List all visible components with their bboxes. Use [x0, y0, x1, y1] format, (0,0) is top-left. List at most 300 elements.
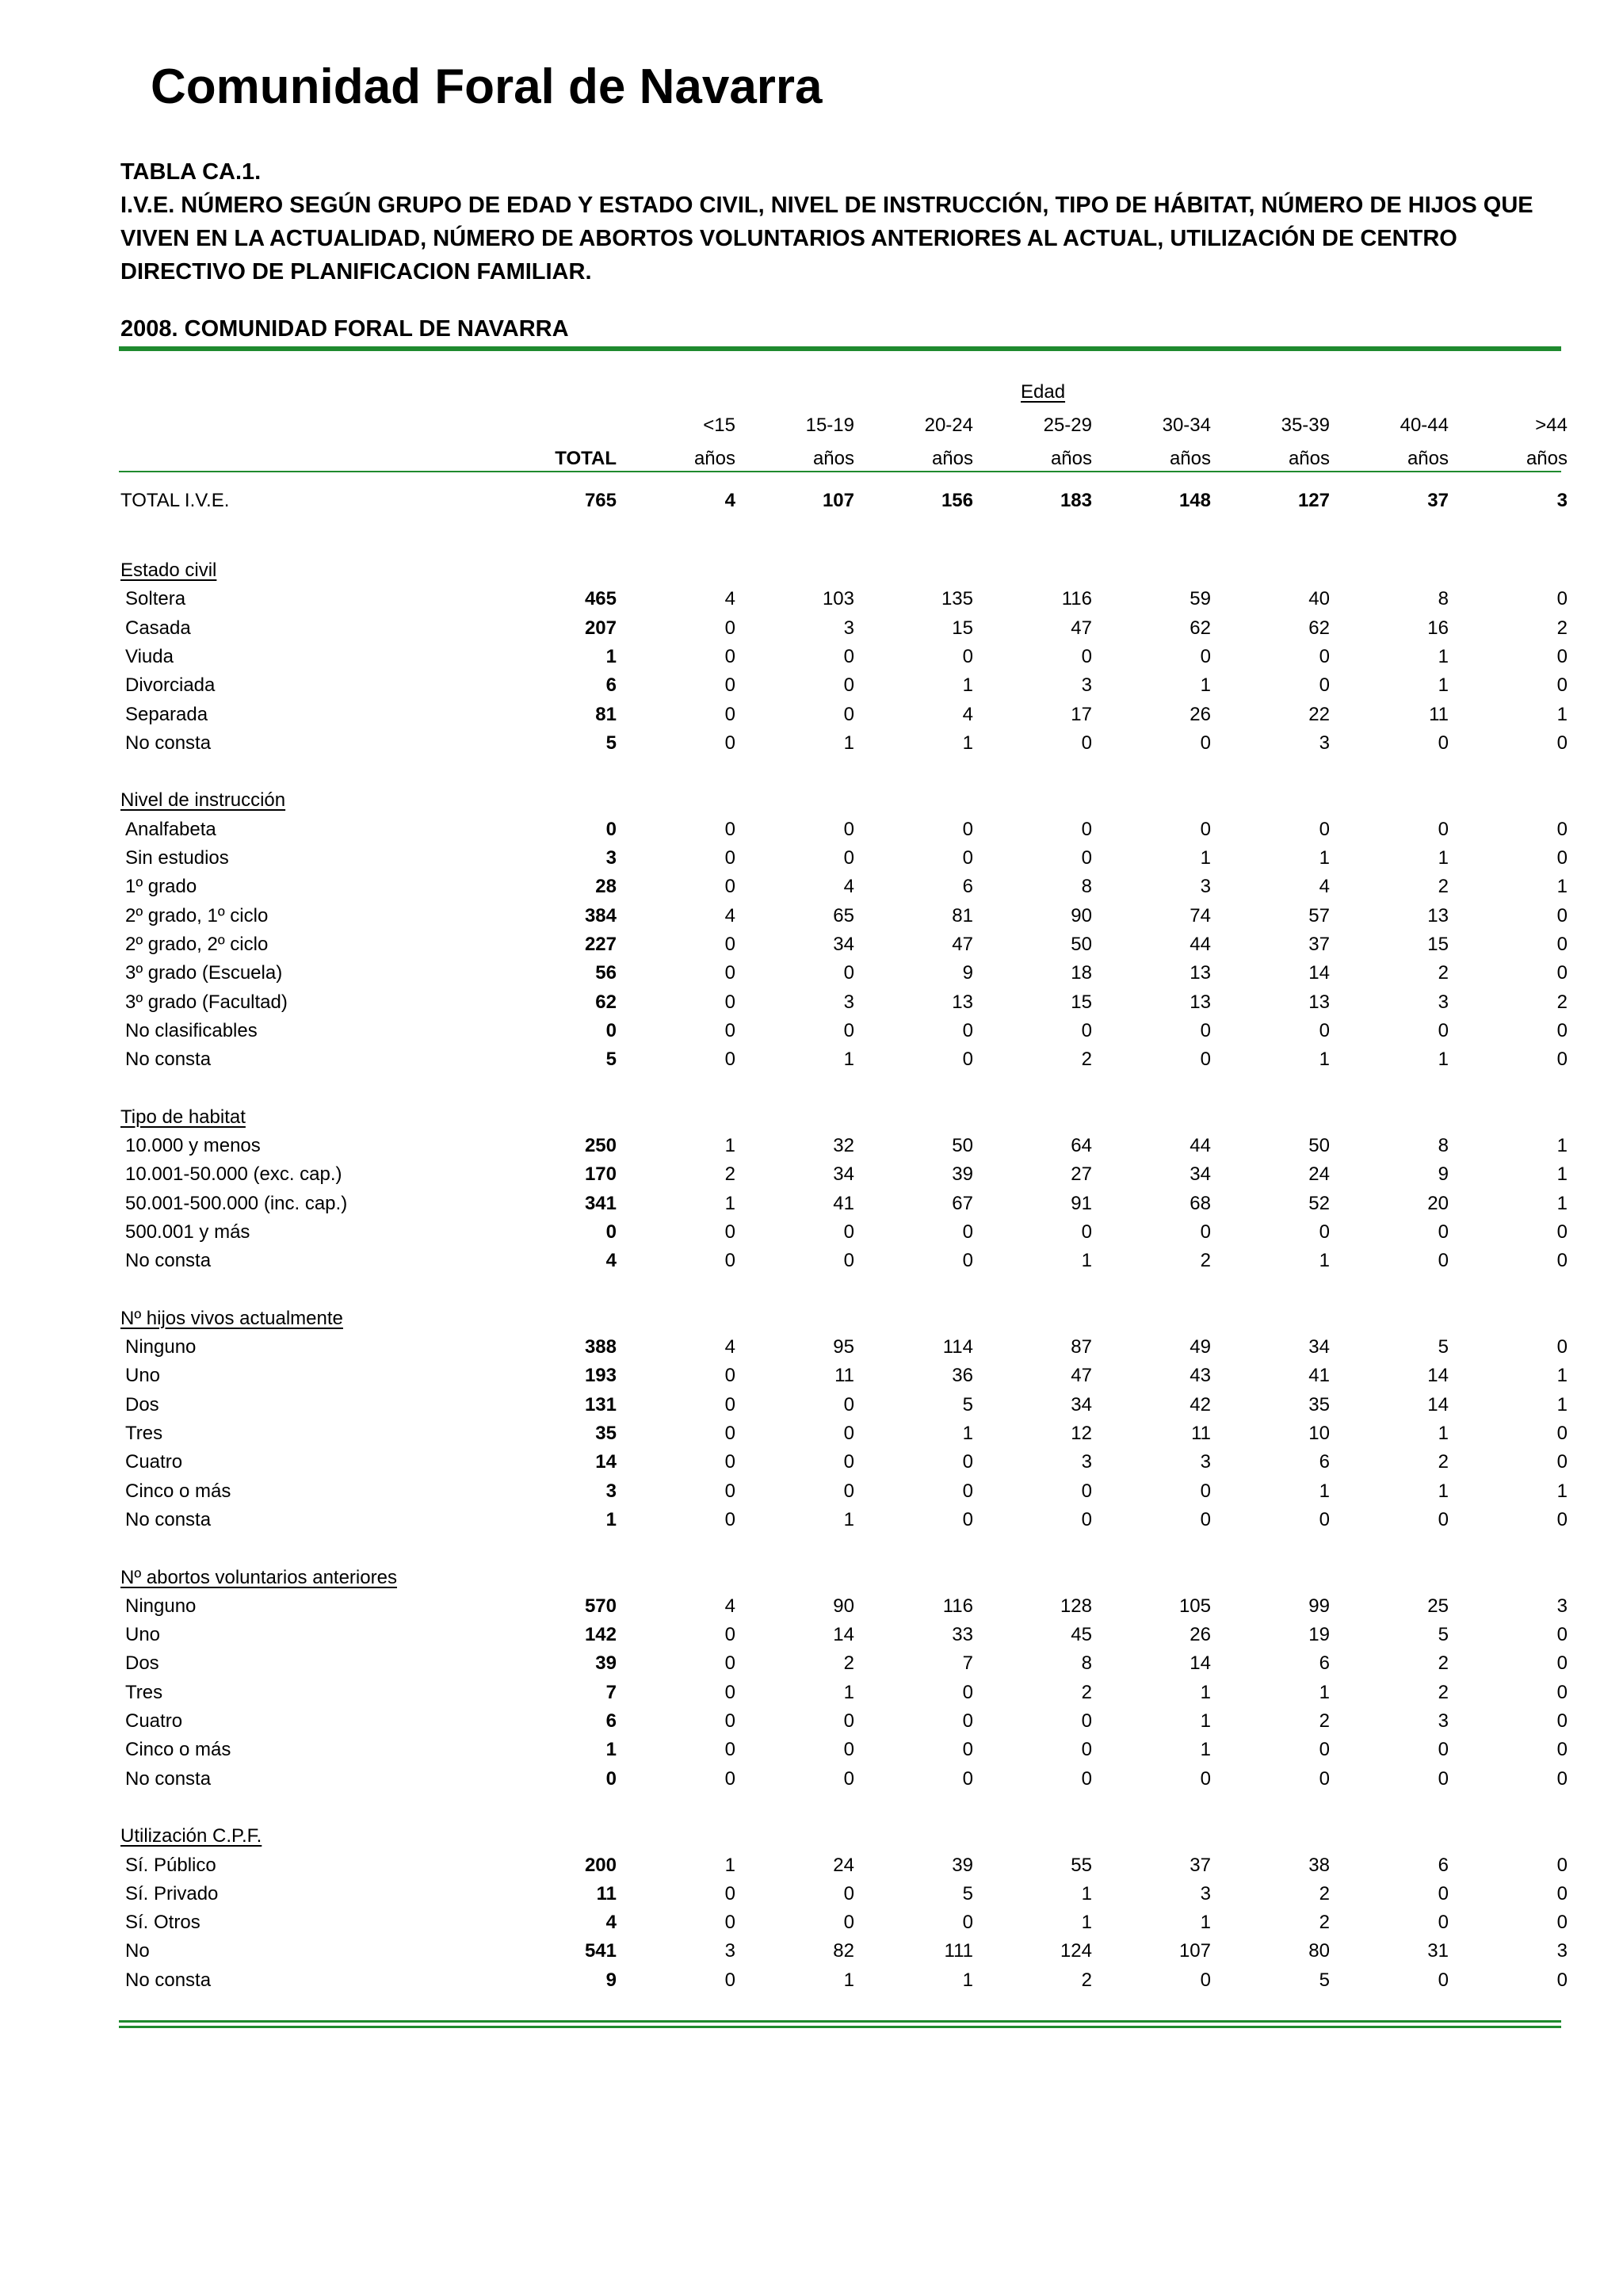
- row-age-value: 37: [1190, 1854, 1211, 1876]
- row-age-value: 0: [1556, 1451, 1568, 1473]
- row-label: No consta: [125, 1250, 212, 1272]
- header-age-range: >44: [1535, 415, 1568, 436]
- row-age-value: 6: [1319, 1451, 1330, 1473]
- row-total-value: 6: [605, 1710, 617, 1732]
- section-title: Estado civil: [120, 560, 217, 581]
- row-age-value: 9: [1438, 1163, 1449, 1186]
- row-age-value: 2: [843, 1652, 854, 1675]
- row-label: Uno: [125, 1624, 161, 1646]
- row-age-value: 33: [952, 1624, 973, 1646]
- total-row-value: 107: [822, 490, 854, 511]
- row-age-value: 1: [724, 1854, 735, 1876]
- row-age-value: 31: [1427, 1940, 1449, 1962]
- row-age-value: 1: [1556, 703, 1568, 725]
- row-age-value: 0: [724, 1739, 735, 1761]
- total-row-value: 765: [584, 490, 617, 511]
- row-age-value: 0: [1319, 1019, 1330, 1041]
- row-total-value: 11: [596, 1882, 617, 1904]
- row-age-value: 2: [1438, 962, 1449, 984]
- row-age-value: 0: [962, 1681, 973, 1703]
- row-age-value: 0: [1319, 1221, 1330, 1243]
- row-label: No consta: [125, 732, 212, 754]
- page-title: Comunidad Foral de Navarra: [151, 59, 823, 114]
- row-age-value: 0: [843, 1451, 854, 1473]
- row-age-value: 0: [962, 1019, 973, 1041]
- row-total-value: 341: [584, 1192, 617, 1214]
- row-total-value: 570: [584, 1595, 617, 1617]
- row-age-value: 2: [1556, 617, 1568, 639]
- row-age-value: 0: [843, 645, 854, 667]
- row-age-value: 0: [724, 847, 735, 869]
- row-age-value: 7: [962, 1652, 973, 1675]
- row-age-value: 105: [1178, 1595, 1211, 1617]
- row-age-value: 11: [1191, 1423, 1211, 1444]
- row-age-value: 27: [1071, 1163, 1092, 1186]
- row-total-value: 7: [605, 1681, 617, 1703]
- bottom-divider-double: [119, 2026, 1561, 2028]
- row-age-value: 3: [843, 617, 854, 639]
- row-age-value: 11: [1429, 703, 1449, 725]
- row-age-value: 59: [1190, 588, 1211, 610]
- row-total-value: 0: [605, 1019, 617, 1041]
- row-total-value: 81: [595, 703, 617, 725]
- row-age-value: 2: [1200, 1250, 1211, 1272]
- row-age-value: 14: [1190, 1652, 1211, 1675]
- row-age-value: 34: [1071, 1393, 1092, 1415]
- row-age-value: 3: [1556, 1595, 1568, 1617]
- row-age-value: 2: [1081, 1049, 1092, 1071]
- row-age-value: 14: [1427, 1393, 1449, 1415]
- row-age-value: 0: [724, 876, 735, 898]
- row-age-value: 13: [1308, 991, 1330, 1013]
- row-age-value: 47: [1071, 1365, 1092, 1387]
- row-age-value: 0: [843, 1250, 854, 1272]
- row-age-value: 0: [1556, 645, 1568, 667]
- row-age-value: 0: [1438, 1221, 1449, 1243]
- row-age-value: 0: [1081, 1019, 1092, 1041]
- row-age-value: 67: [952, 1192, 973, 1214]
- row-age-value: 9: [962, 962, 973, 984]
- row-age-value: 0: [724, 1969, 735, 1991]
- row-age-value: 1: [1200, 847, 1211, 869]
- row-age-value: 0: [1200, 645, 1211, 667]
- row-label: Analfabeta: [125, 818, 216, 840]
- row-age-value: 0: [724, 1710, 735, 1732]
- row-age-value: 0: [724, 1767, 735, 1790]
- row-age-value: 0: [843, 1423, 854, 1444]
- row-age-value: 34: [833, 933, 854, 955]
- row-age-value: 1: [1556, 1135, 1568, 1156]
- row-age-value: 3: [1200, 876, 1211, 898]
- row-total-value: 3: [605, 1480, 617, 1502]
- row-total-value: 14: [595, 1451, 617, 1473]
- row-total-value: 384: [584, 904, 617, 926]
- row-label: 2º grado, 2º ciclo: [125, 933, 269, 955]
- row-age-value: 14: [1427, 1365, 1449, 1387]
- row-label: No: [125, 1940, 150, 1962]
- row-age-value: 0: [843, 674, 854, 697]
- row-age-value: 0: [962, 1767, 973, 1790]
- row-age-value: 0: [1556, 1969, 1568, 1991]
- row-age-value: 4: [724, 1595, 735, 1617]
- row-age-value: 0: [1556, 847, 1568, 869]
- row-age-value: 5: [1319, 1969, 1330, 1991]
- row-age-value: 15: [1427, 933, 1449, 955]
- row-age-value: 0: [1081, 732, 1092, 754]
- row-label: Separada: [125, 703, 208, 725]
- header-age-range: <15: [703, 415, 735, 436]
- row-age-value: 1: [843, 732, 854, 754]
- row-age-value: 13: [952, 991, 973, 1013]
- row-total-value: 5: [605, 1049, 617, 1071]
- row-age-value: 0: [1438, 1767, 1449, 1790]
- row-age-value: 0: [1556, 1221, 1568, 1243]
- row-age-value: 1: [1081, 1250, 1092, 1272]
- row-total-value: 200: [584, 1854, 617, 1876]
- total-row-value: 156: [941, 490, 973, 511]
- row-age-value: 0: [1438, 1508, 1449, 1530]
- header-age-range: 30-34: [1162, 415, 1211, 436]
- row-age-value: 0: [1200, 1480, 1211, 1502]
- header-age-unit: años: [693, 448, 735, 469]
- row-age-value: 1: [1556, 1480, 1568, 1502]
- row-age-value: 20: [1427, 1192, 1449, 1214]
- row-label: Sí. Público: [125, 1854, 216, 1876]
- row-age-value: 0: [1438, 1912, 1449, 1934]
- row-total-value: 170: [584, 1163, 617, 1186]
- row-age-value: 0: [843, 1912, 854, 1934]
- row-age-value: 5: [1438, 1336, 1449, 1358]
- row-age-value: 0: [1319, 1739, 1330, 1761]
- group-header-edad: Edad: [1021, 381, 1066, 403]
- table-description: I.V.E. NÚMERO SEGÚN GRUPO DE EDAD Y ESTADO CIVIL, NIVEL DE INSTRUCCIÓN, TIPO DE HÁBITAT, NÚMERO DE HIJOS QUE VIVEN EN LA ACTUALIDAD, NÚMERO DE ABORTOS VOLUNTARIOS ANTERIORES AL ACTUAL, UTILIZACIÓN DE CENTRO DIRECTIVO DE PLANIFICACION FAMILIAR.: [120, 193, 1533, 285]
- row-age-value: 34: [1308, 1336, 1330, 1358]
- row-age-value: 1: [1319, 1480, 1330, 1502]
- row-age-value: 18: [1071, 962, 1092, 984]
- row-age-value: 0: [1081, 1221, 1092, 1243]
- row-age-value: 0: [1319, 1767, 1330, 1790]
- row-age-value: 0: [724, 1508, 735, 1530]
- section-title: Nº abortos voluntarios anteriores: [120, 1566, 397, 1588]
- row-age-value: 0: [1200, 818, 1211, 840]
- row-total-value: 0: [605, 1767, 617, 1790]
- section-title: Utilización C.P.F.: [120, 1825, 262, 1847]
- header-age-unit: años: [812, 448, 854, 469]
- row-age-value: 0: [724, 703, 735, 725]
- row-age-value: 6: [1438, 1854, 1449, 1876]
- row-total-value: 35: [595, 1423, 617, 1444]
- row-age-value: 0: [724, 1624, 735, 1646]
- row-age-value: 0: [1556, 1049, 1568, 1071]
- row-age-value: 2: [1438, 1681, 1449, 1703]
- row-age-value: 2: [1556, 991, 1568, 1013]
- row-age-value: 1: [1438, 1480, 1449, 1502]
- row-age-value: 116: [942, 1595, 973, 1617]
- row-age-value: 107: [1178, 1940, 1211, 1962]
- row-age-value: 124: [1060, 1940, 1092, 1962]
- row-age-value: 0: [724, 1681, 735, 1703]
- row-label: 2º grado, 1º ciclo: [125, 904, 269, 926]
- row-age-value: 0: [843, 1019, 854, 1041]
- row-age-value: 13: [1190, 991, 1211, 1013]
- row-age-value: 45: [1071, 1624, 1092, 1646]
- row-age-value: 1: [1556, 876, 1568, 898]
- row-label: Cuatro: [125, 1451, 183, 1473]
- row-total-value: 39: [595, 1652, 617, 1675]
- row-label: No clasificables: [125, 1019, 258, 1041]
- row-label: No consta: [125, 1508, 212, 1530]
- row-age-value: 0: [1556, 1624, 1568, 1646]
- row-age-value: 1: [1556, 1163, 1568, 1186]
- row-age-value: 0: [1319, 674, 1330, 697]
- row-total-value: 4: [605, 1250, 617, 1272]
- row-age-value: 0: [1556, 1882, 1568, 1904]
- row-age-value: 12: [1071, 1423, 1092, 1444]
- row-age-value: 3: [1200, 1451, 1211, 1473]
- row-age-value: 6: [1319, 1652, 1330, 1675]
- row-age-value: 0: [724, 962, 735, 984]
- row-age-value: 0: [724, 1480, 735, 1502]
- header-age-range: 35-39: [1281, 415, 1330, 436]
- row-age-value: 0: [1081, 847, 1092, 869]
- row-age-value: 0: [724, 1912, 735, 1934]
- header-age-range: 40-44: [1400, 415, 1449, 436]
- row-age-value: 3: [1081, 674, 1092, 697]
- row-age-value: 0: [1319, 645, 1330, 667]
- row-age-value: 43: [1190, 1365, 1211, 1387]
- row-age-value: 0: [962, 645, 973, 667]
- row-age-value: 0: [1556, 904, 1568, 926]
- row-age-value: 2: [1319, 1882, 1330, 1904]
- row-age-value: 1: [962, 732, 973, 754]
- row-age-value: 0: [1556, 1767, 1568, 1790]
- row-age-value: 0: [1556, 1508, 1568, 1530]
- row-total-value: 142: [584, 1624, 617, 1646]
- row-age-value: 0: [1200, 1767, 1211, 1790]
- row-age-value: 0: [1438, 1250, 1449, 1272]
- row-age-value: 64: [1071, 1135, 1092, 1156]
- row-age-value: 0: [843, 703, 854, 725]
- row-age-value: 0: [962, 1739, 973, 1761]
- row-age-value: 50: [1308, 1135, 1330, 1156]
- row-age-value: 3: [1438, 991, 1449, 1013]
- row-total-value: 62: [595, 991, 617, 1013]
- header-total: TOTAL: [555, 448, 617, 469]
- row-age-value: 0: [724, 1423, 735, 1444]
- row-age-value: 0: [1438, 1739, 1449, 1761]
- row-total-value: 0: [605, 818, 617, 840]
- row-age-value: 0: [724, 1451, 735, 1473]
- row-label: Soltera: [125, 588, 186, 610]
- row-age-value: 0: [1556, 732, 1568, 754]
- row-label: Sin estudios: [125, 847, 229, 869]
- row-age-value: 57: [1308, 904, 1330, 926]
- row-age-value: 0: [1200, 1969, 1211, 1991]
- row-age-value: 1: [843, 1681, 854, 1703]
- row-label: Tres: [125, 1423, 163, 1444]
- row-age-value: 1: [843, 1049, 854, 1071]
- row-age-value: 128: [1060, 1595, 1092, 1617]
- row-age-value: 0: [1319, 818, 1330, 840]
- row-age-value: 81: [952, 904, 973, 926]
- row-total-value: 6: [605, 674, 617, 697]
- row-age-value: 90: [833, 1595, 854, 1617]
- row-age-value: 55: [1071, 1854, 1092, 1876]
- row-age-value: 116: [1061, 588, 1092, 610]
- row-age-value: 91: [1071, 1192, 1092, 1214]
- row-age-value: 47: [1071, 617, 1092, 639]
- row-age-value: 22: [1308, 703, 1330, 725]
- section-title: Nivel de instrucción: [120, 789, 286, 812]
- row-age-value: 0: [724, 674, 735, 697]
- row-age-value: 90: [1071, 904, 1092, 926]
- row-age-value: 0: [1081, 1767, 1092, 1790]
- row-label: Cuatro: [125, 1710, 183, 1732]
- header-age-unit: años: [1288, 448, 1330, 469]
- table-code: TABLA CA.1.: [120, 159, 262, 185]
- row-age-value: 0: [1556, 933, 1568, 955]
- row-age-value: 0: [1556, 1652, 1568, 1675]
- row-age-value: 0: [1438, 818, 1449, 840]
- row-age-value: 0: [962, 847, 973, 869]
- row-age-value: 0: [724, 1652, 735, 1675]
- row-age-value: 4: [1319, 876, 1330, 898]
- row-age-value: 32: [833, 1135, 854, 1156]
- row-total-value: 56: [595, 962, 617, 984]
- row-total-value: 28: [595, 876, 617, 898]
- row-age-value: 0: [724, 1019, 735, 1041]
- row-age-value: 0: [724, 1221, 735, 1243]
- row-age-value: 34: [833, 1163, 854, 1186]
- row-age-value: 13: [1190, 962, 1211, 984]
- row-age-value: 4: [724, 1336, 735, 1358]
- row-total-value: 131: [584, 1393, 617, 1415]
- row-age-value: 34: [1190, 1163, 1211, 1186]
- section-title: Nº hijos vivos actualmente: [120, 1307, 343, 1329]
- row-age-value: 74: [1190, 904, 1211, 926]
- row-age-value: 80: [1308, 1940, 1330, 1962]
- row-age-value: 0: [1556, 818, 1568, 840]
- row-label: Casada: [125, 617, 191, 639]
- row-age-value: 39: [952, 1163, 973, 1186]
- row-age-value: 1: [1556, 1192, 1568, 1214]
- row-age-value: 3: [1438, 1710, 1449, 1732]
- row-age-value: 103: [822, 588, 854, 610]
- row-age-value: 2: [1438, 1451, 1449, 1473]
- row-age-value: 0: [962, 818, 973, 840]
- total-row-label: TOTAL I.V.E.: [120, 490, 230, 511]
- row-age-value: 0: [1556, 588, 1568, 610]
- row-label: Uno: [125, 1365, 161, 1387]
- row-age-value: 0: [962, 1480, 973, 1502]
- row-age-value: 0: [1081, 1480, 1092, 1502]
- row-age-value: 14: [833, 1624, 854, 1646]
- row-age-value: 0: [1438, 1882, 1449, 1904]
- row-age-value: 8: [1438, 588, 1449, 610]
- row-age-value: 1: [1556, 1365, 1568, 1387]
- row-label: 50.001-500.000 (inc. cap.): [125, 1192, 348, 1214]
- row-age-value: 1: [1319, 1681, 1330, 1703]
- row-age-value: 0: [962, 1250, 973, 1272]
- row-age-value: 0: [962, 1710, 973, 1732]
- row-label: 10.001-50.000 (exc. cap.): [125, 1163, 342, 1186]
- row-age-value: 1: [724, 1192, 735, 1214]
- row-age-value: 0: [724, 1365, 735, 1387]
- row-age-value: 1: [1081, 1912, 1092, 1934]
- row-age-value: 0: [1556, 1681, 1568, 1703]
- row-age-value: 0: [962, 1451, 973, 1473]
- row-age-value: 1: [1319, 847, 1330, 869]
- row-age-value: 2: [724, 1163, 735, 1186]
- row-age-value: 5: [1438, 1624, 1449, 1646]
- row-label: Ninguno: [125, 1595, 197, 1617]
- row-age-value: 1: [1438, 645, 1449, 667]
- row-age-value: 0: [843, 847, 854, 869]
- row-age-value: 16: [1427, 617, 1449, 639]
- row-age-value: 114: [942, 1336, 973, 1358]
- row-age-value: 50: [952, 1135, 973, 1156]
- row-age-value: 44: [1190, 1135, 1211, 1156]
- row-total-value: 1: [605, 645, 617, 667]
- row-age-value: 8: [1438, 1135, 1449, 1156]
- row-age-value: 0: [724, 1393, 735, 1415]
- row-total-value: 0: [605, 1221, 617, 1243]
- row-age-value: 41: [1308, 1365, 1330, 1387]
- row-age-value: 1: [1200, 1681, 1211, 1703]
- row-age-value: 0: [1319, 1508, 1330, 1530]
- row-age-value: 1: [843, 1508, 854, 1530]
- header-age-unit: años: [931, 448, 973, 469]
- row-total-value: 193: [584, 1365, 617, 1387]
- row-label: Dos: [125, 1652, 159, 1675]
- row-total-value: 1: [605, 1739, 617, 1761]
- row-age-value: 0: [1556, 1423, 1568, 1444]
- row-label: Divorciada: [125, 674, 216, 697]
- row-age-value: 0: [843, 1393, 854, 1415]
- row-age-value: 2: [1319, 1912, 1330, 1934]
- row-age-value: 4: [843, 876, 854, 898]
- row-age-value: 95: [833, 1336, 854, 1358]
- row-age-value: 0: [724, 645, 735, 667]
- row-age-value: 37: [1308, 933, 1330, 955]
- row-label: Tres: [125, 1681, 163, 1703]
- row-age-value: 0: [843, 1480, 854, 1502]
- row-age-value: 39: [952, 1854, 973, 1876]
- row-age-value: 4: [724, 588, 735, 610]
- header-age-unit: años: [1050, 448, 1092, 469]
- row-label: Cinco o más: [125, 1739, 231, 1761]
- row-age-value: 6: [962, 876, 973, 898]
- row-age-value: 0: [1556, 1250, 1568, 1272]
- row-total-value: 9: [605, 1969, 617, 1991]
- total-row-value: 37: [1427, 490, 1449, 511]
- row-total-value: 1: [605, 1508, 617, 1530]
- row-age-value: 3: [724, 1940, 735, 1962]
- bottom-divider: [119, 2020, 1561, 2023]
- row-label: Cinco o más: [125, 1480, 231, 1502]
- row-age-value: 4: [724, 904, 735, 926]
- row-age-value: 82: [833, 1940, 854, 1962]
- row-label: No consta: [125, 1767, 212, 1790]
- row-label: 500.001 y más: [125, 1221, 250, 1243]
- table-subtitle: 2008. COMUNIDAD FORAL DE NAVARRA: [120, 316, 569, 342]
- row-age-value: 0: [724, 617, 735, 639]
- row-age-value: 2: [1319, 1710, 1330, 1732]
- row-total-value: 5: [605, 732, 617, 754]
- row-age-value: 0: [724, 933, 735, 955]
- row-age-value: 44: [1190, 933, 1211, 955]
- row-label: Dos: [125, 1393, 159, 1415]
